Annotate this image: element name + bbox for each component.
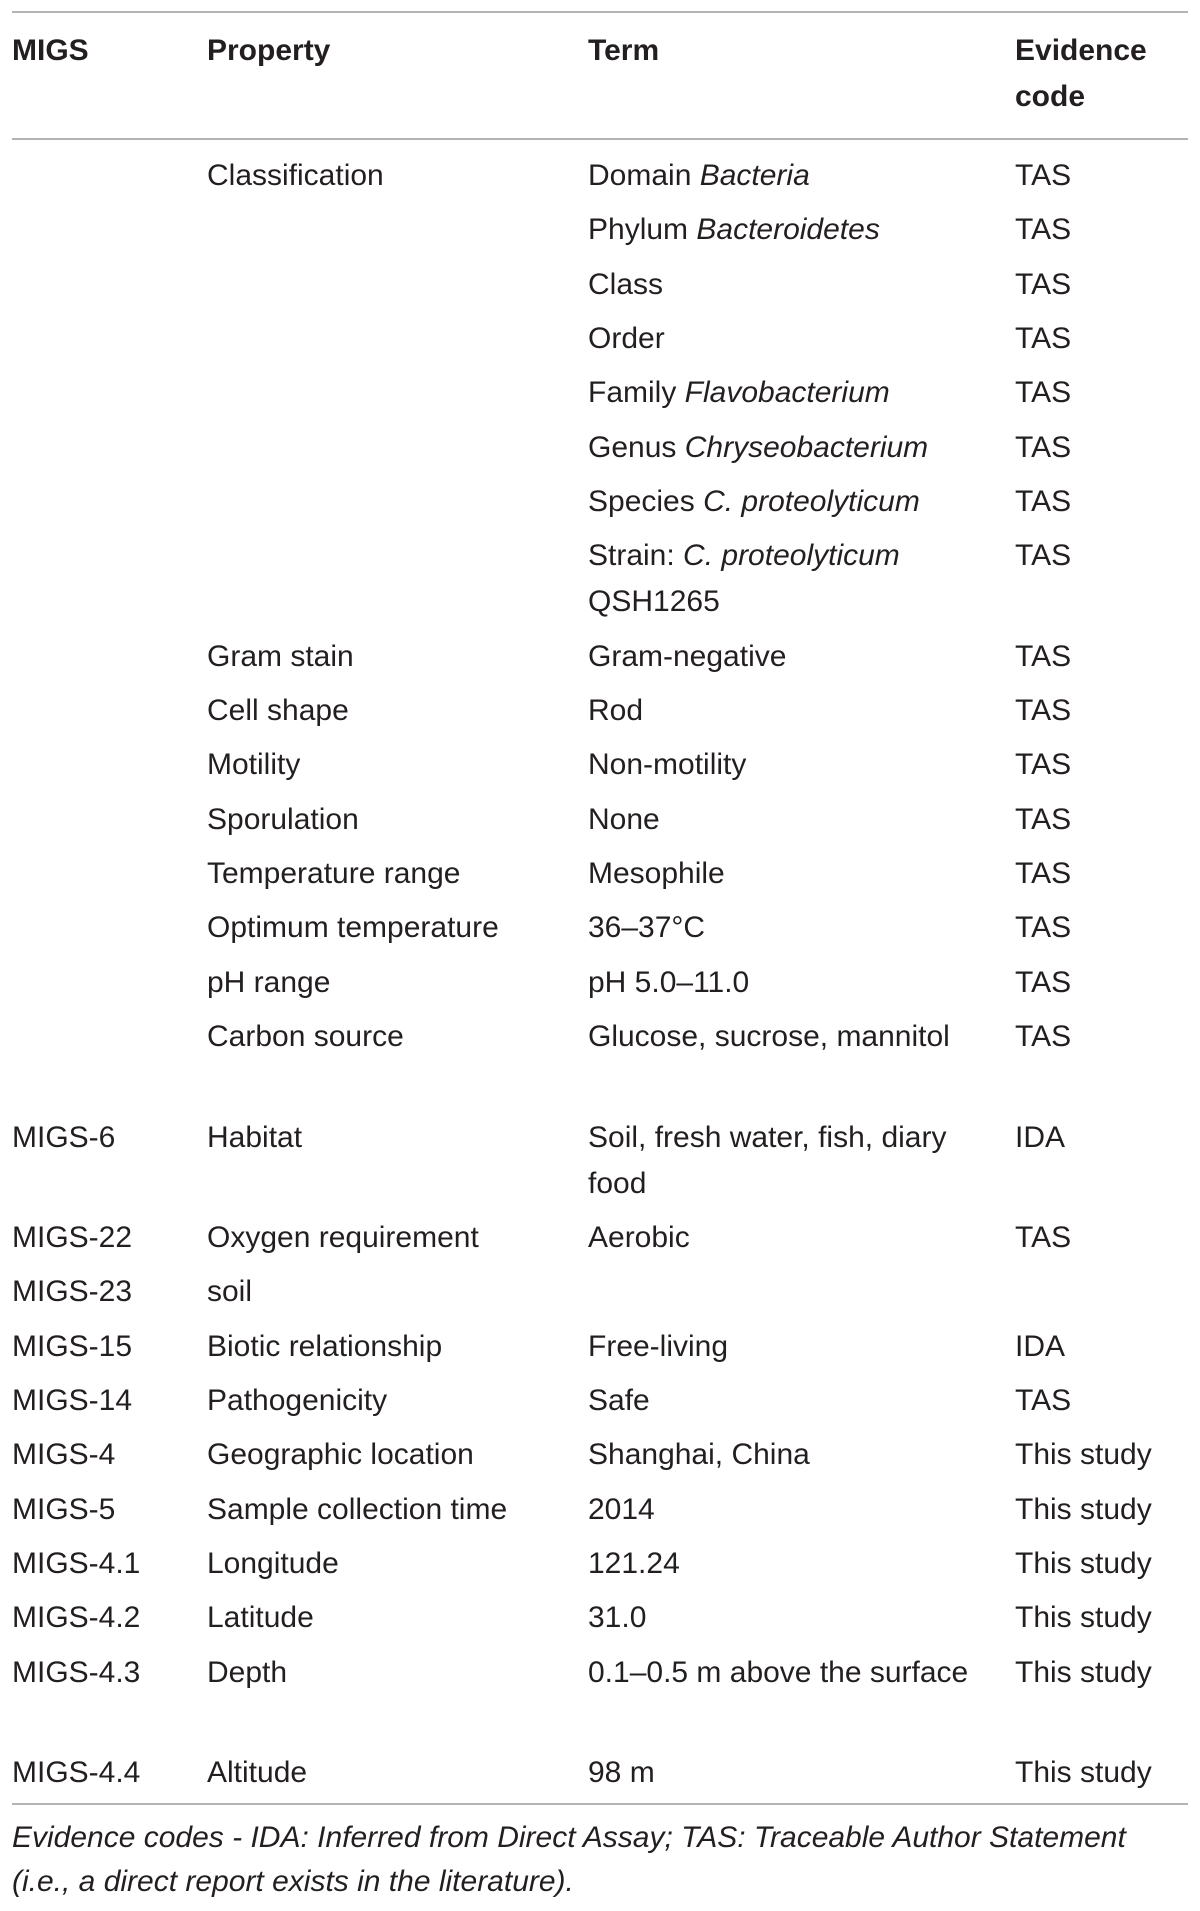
- cell-evidence-code: TAS: [1015, 911, 1072, 945]
- header-migs: MIGS: [12, 34, 89, 67]
- term-text: 36–37°C: [588, 911, 706, 945]
- cell-property: Classification: [207, 159, 384, 192]
- cell-property: Gram stain: [207, 639, 354, 673]
- table-row: [0, 262, 1200, 316]
- term-text: None: [588, 802, 660, 836]
- term-text: Soil, fresh water, fish, diary food: [588, 1120, 947, 1200]
- cell-migs: MIGS-5: [12, 1492, 116, 1526]
- cell-evidence-code: TAS: [1015, 1220, 1072, 1254]
- cell-property: soil: [207, 1275, 253, 1309]
- table-row: [0, 1014, 1200, 1114]
- cell-term: [588, 688, 1008, 734]
- cell-evidence-code: TAS: [1015, 430, 1072, 464]
- term-text: Genus: [588, 430, 685, 464]
- cell-migs: MIGS-22: [12, 1220, 133, 1254]
- cell-term: [588, 1541, 1008, 1587]
- cell-term: [588, 425, 1008, 471]
- cell-property: Longitude: [207, 1546, 339, 1580]
- cell-evidence-code: IDA: [1015, 1120, 1066, 1154]
- term-text: Domain: [588, 159, 700, 192]
- cell-migs: MIGS-4.1: [12, 1546, 141, 1580]
- cell-property: Motility: [207, 748, 301, 782]
- cell-term: [588, 960, 1008, 1006]
- cell-evidence-code: TAS: [1015, 1020, 1072, 1054]
- header-divider-rule: [12, 138, 1188, 140]
- term-taxon-name: Bacteroidetes: [696, 213, 880, 247]
- cell-term: [588, 316, 1008, 362]
- table-row: [0, 634, 1200, 688]
- header-evidence-code: [1015, 28, 1147, 120]
- term-text: Phylum: [588, 213, 697, 247]
- table-row: [0, 316, 1200, 370]
- term-text: Mesophile: [588, 857, 725, 891]
- table-row: [0, 1269, 1200, 1323]
- term-text: Aerobic: [588, 1220, 690, 1254]
- table-row: [0, 1215, 1200, 1269]
- term-text: Order: [588, 322, 665, 356]
- cell-property: Pathogenicity: [207, 1383, 388, 1417]
- table-row: [0, 742, 1200, 796]
- header-evidence-line1: Evidence: [1015, 34, 1147, 67]
- term-text: Gram-negative: [588, 639, 787, 673]
- cell-property: Optimum temperature: [207, 911, 499, 945]
- cell-property: Habitat: [207, 1120, 303, 1154]
- term-text: Family: [588, 376, 685, 410]
- table-row: [0, 1595, 1200, 1649]
- term-text: Rod: [588, 694, 644, 728]
- table-row: [0, 1750, 1200, 1804]
- cell-property: Depth: [207, 1655, 288, 1689]
- term-text: pH 5.0–11.0: [588, 965, 750, 999]
- table-row: [0, 1541, 1200, 1595]
- cell-evidence-code: This study: [1015, 1492, 1152, 1526]
- table-top-rule: [12, 11, 1188, 13]
- cell-evidence-code: TAS: [1015, 694, 1072, 728]
- term-text: Safe: [588, 1383, 650, 1417]
- cell-migs: MIGS-15: [12, 1329, 133, 1363]
- cell-evidence-code: TAS: [1015, 965, 1072, 999]
- term-text: 98 m: [588, 1755, 655, 1789]
- cell-term: [588, 1378, 1008, 1424]
- cell-evidence-code: This study: [1015, 1601, 1152, 1635]
- cell-evidence-code: TAS: [1015, 857, 1072, 891]
- cell-evidence-code: TAS: [1015, 159, 1072, 192]
- cell-migs: MIGS-4: [12, 1438, 116, 1472]
- cell-migs: MIGS-4.2: [12, 1601, 141, 1635]
- cell-term: [588, 634, 1008, 680]
- term-text: Class: [588, 267, 664, 301]
- cell-migs: MIGS-4.3: [12, 1655, 141, 1689]
- table-row: [0, 851, 1200, 905]
- cell-property: Oxygen requirement: [207, 1220, 479, 1254]
- cell-evidence-code: This study: [1015, 1755, 1152, 1789]
- cell-term: [588, 479, 1008, 525]
- cell-evidence-code: TAS: [1015, 539, 1072, 573]
- cell-evidence-code: TAS: [1015, 213, 1072, 247]
- table-row: [0, 370, 1200, 424]
- term-text: Strain:: [588, 539, 684, 573]
- term-text: Shanghai, China: [588, 1438, 810, 1472]
- cell-property: Sample collection time: [207, 1492, 508, 1526]
- cell-property: Sporulation: [207, 802, 359, 836]
- cell-property: Geographic location: [207, 1438, 474, 1472]
- cell-evidence-code: TAS: [1015, 267, 1072, 301]
- table-row: [0, 905, 1200, 959]
- term-text: 0.1–0.5 m above the surface: [588, 1655, 969, 1689]
- term-taxon-name: C. proteolyticum: [703, 485, 920, 519]
- table-row: [0, 1378, 1200, 1432]
- term-taxon-name: C. proteolyticum: [683, 539, 900, 573]
- cell-term: [588, 905, 1008, 951]
- cell-term: [588, 207, 1008, 253]
- cell-term: [588, 1215, 1008, 1261]
- cell-evidence-code: TAS: [1015, 639, 1072, 673]
- term-text: Free-living: [588, 1329, 729, 1363]
- cell-migs: MIGS-23: [12, 1275, 133, 1309]
- header-term: Term: [588, 34, 660, 67]
- cell-evidence-code: TAS: [1015, 485, 1072, 519]
- cell-property: Latitude: [207, 1601, 314, 1635]
- table-row: [0, 1650, 1200, 1750]
- term-taxon-name: Chryseobacterium: [684, 430, 929, 464]
- cell-term: [588, 533, 1008, 625]
- cell-term: [588, 370, 1008, 416]
- cell-term: [588, 1487, 1008, 1533]
- cell-term: [588, 1650, 1008, 1696]
- cell-property: Temperature range: [207, 857, 461, 891]
- table-row: [0, 797, 1200, 851]
- term-text: 2014: [588, 1492, 655, 1526]
- term-text: Glucose, sucrose, mannitol: [588, 1020, 950, 1054]
- term-text: 121.24: [588, 1546, 680, 1580]
- cell-evidence-code: This study: [1015, 1655, 1152, 1689]
- cell-evidence-code: TAS: [1015, 748, 1072, 782]
- term-text: Species: [588, 485, 704, 519]
- table-body: [0, 153, 1200, 1804]
- cell-evidence-code: TAS: [1015, 1383, 1072, 1417]
- table-bottom-rule: [12, 1803, 1188, 1805]
- term-text: 31.0: [588, 1601, 647, 1635]
- table-row: [0, 207, 1200, 261]
- cell-property: Cell shape: [207, 694, 349, 728]
- cell-evidence-code: TAS: [1015, 322, 1072, 356]
- cell-property: Biotic relationship: [207, 1329, 443, 1363]
- cell-term: [588, 797, 1008, 843]
- header-evidence-line2: code: [1015, 80, 1086, 113]
- cell-term: [588, 1595, 1008, 1641]
- header-property: Property: [207, 34, 331, 67]
- table-row: [0, 960, 1200, 1014]
- cell-term: [588, 1750, 1008, 1796]
- term-taxon-name: Flavobacterium: [684, 376, 890, 410]
- cell-evidence-code: This study: [1015, 1546, 1152, 1580]
- table-row: [0, 533, 1200, 633]
- table-row: [0, 1115, 1200, 1215]
- table-row: [0, 1432, 1200, 1486]
- table-row: [0, 153, 1200, 207]
- table-row: [0, 479, 1200, 533]
- cell-evidence-code: TAS: [1015, 802, 1072, 836]
- table-footnote: Evidence codes - IDA: Inferred from Direct Assay; TAS: Traceable Author Statement (i.e., a direct report exists in the literature).: [12, 1821, 1126, 1898]
- term-taxon-name: Bacteria: [699, 159, 810, 192]
- term-text: Non-motility: [588, 748, 747, 782]
- cell-term: [588, 1014, 1008, 1060]
- table-row: [0, 688, 1200, 742]
- cell-evidence-code: TAS: [1015, 376, 1072, 410]
- cell-migs: MIGS-4.4: [12, 1755, 141, 1789]
- cell-property: Carbon source: [207, 1020, 404, 1054]
- cell-term: [588, 1324, 1008, 1370]
- table-header: [0, 28, 1200, 128]
- cell-term: [588, 153, 1008, 199]
- cell-evidence-code: IDA: [1015, 1329, 1066, 1363]
- table-row: [0, 1487, 1200, 1541]
- cell-term: [588, 742, 1008, 788]
- cell-evidence-code: This study: [1015, 1438, 1152, 1472]
- table-row: [0, 425, 1200, 479]
- cell-term: [588, 851, 1008, 897]
- cell-term: [588, 1115, 1008, 1207]
- cell-property: Altitude: [207, 1755, 308, 1789]
- cell-migs: MIGS-14: [12, 1383, 133, 1417]
- cell-property: pH range: [207, 965, 331, 999]
- term-text-tail: QSH1265: [588, 585, 720, 619]
- cell-term: [588, 1432, 1008, 1478]
- table-row: [0, 1324, 1200, 1378]
- cell-migs: MIGS-6: [12, 1120, 116, 1154]
- cell-term: [588, 262, 1008, 308]
